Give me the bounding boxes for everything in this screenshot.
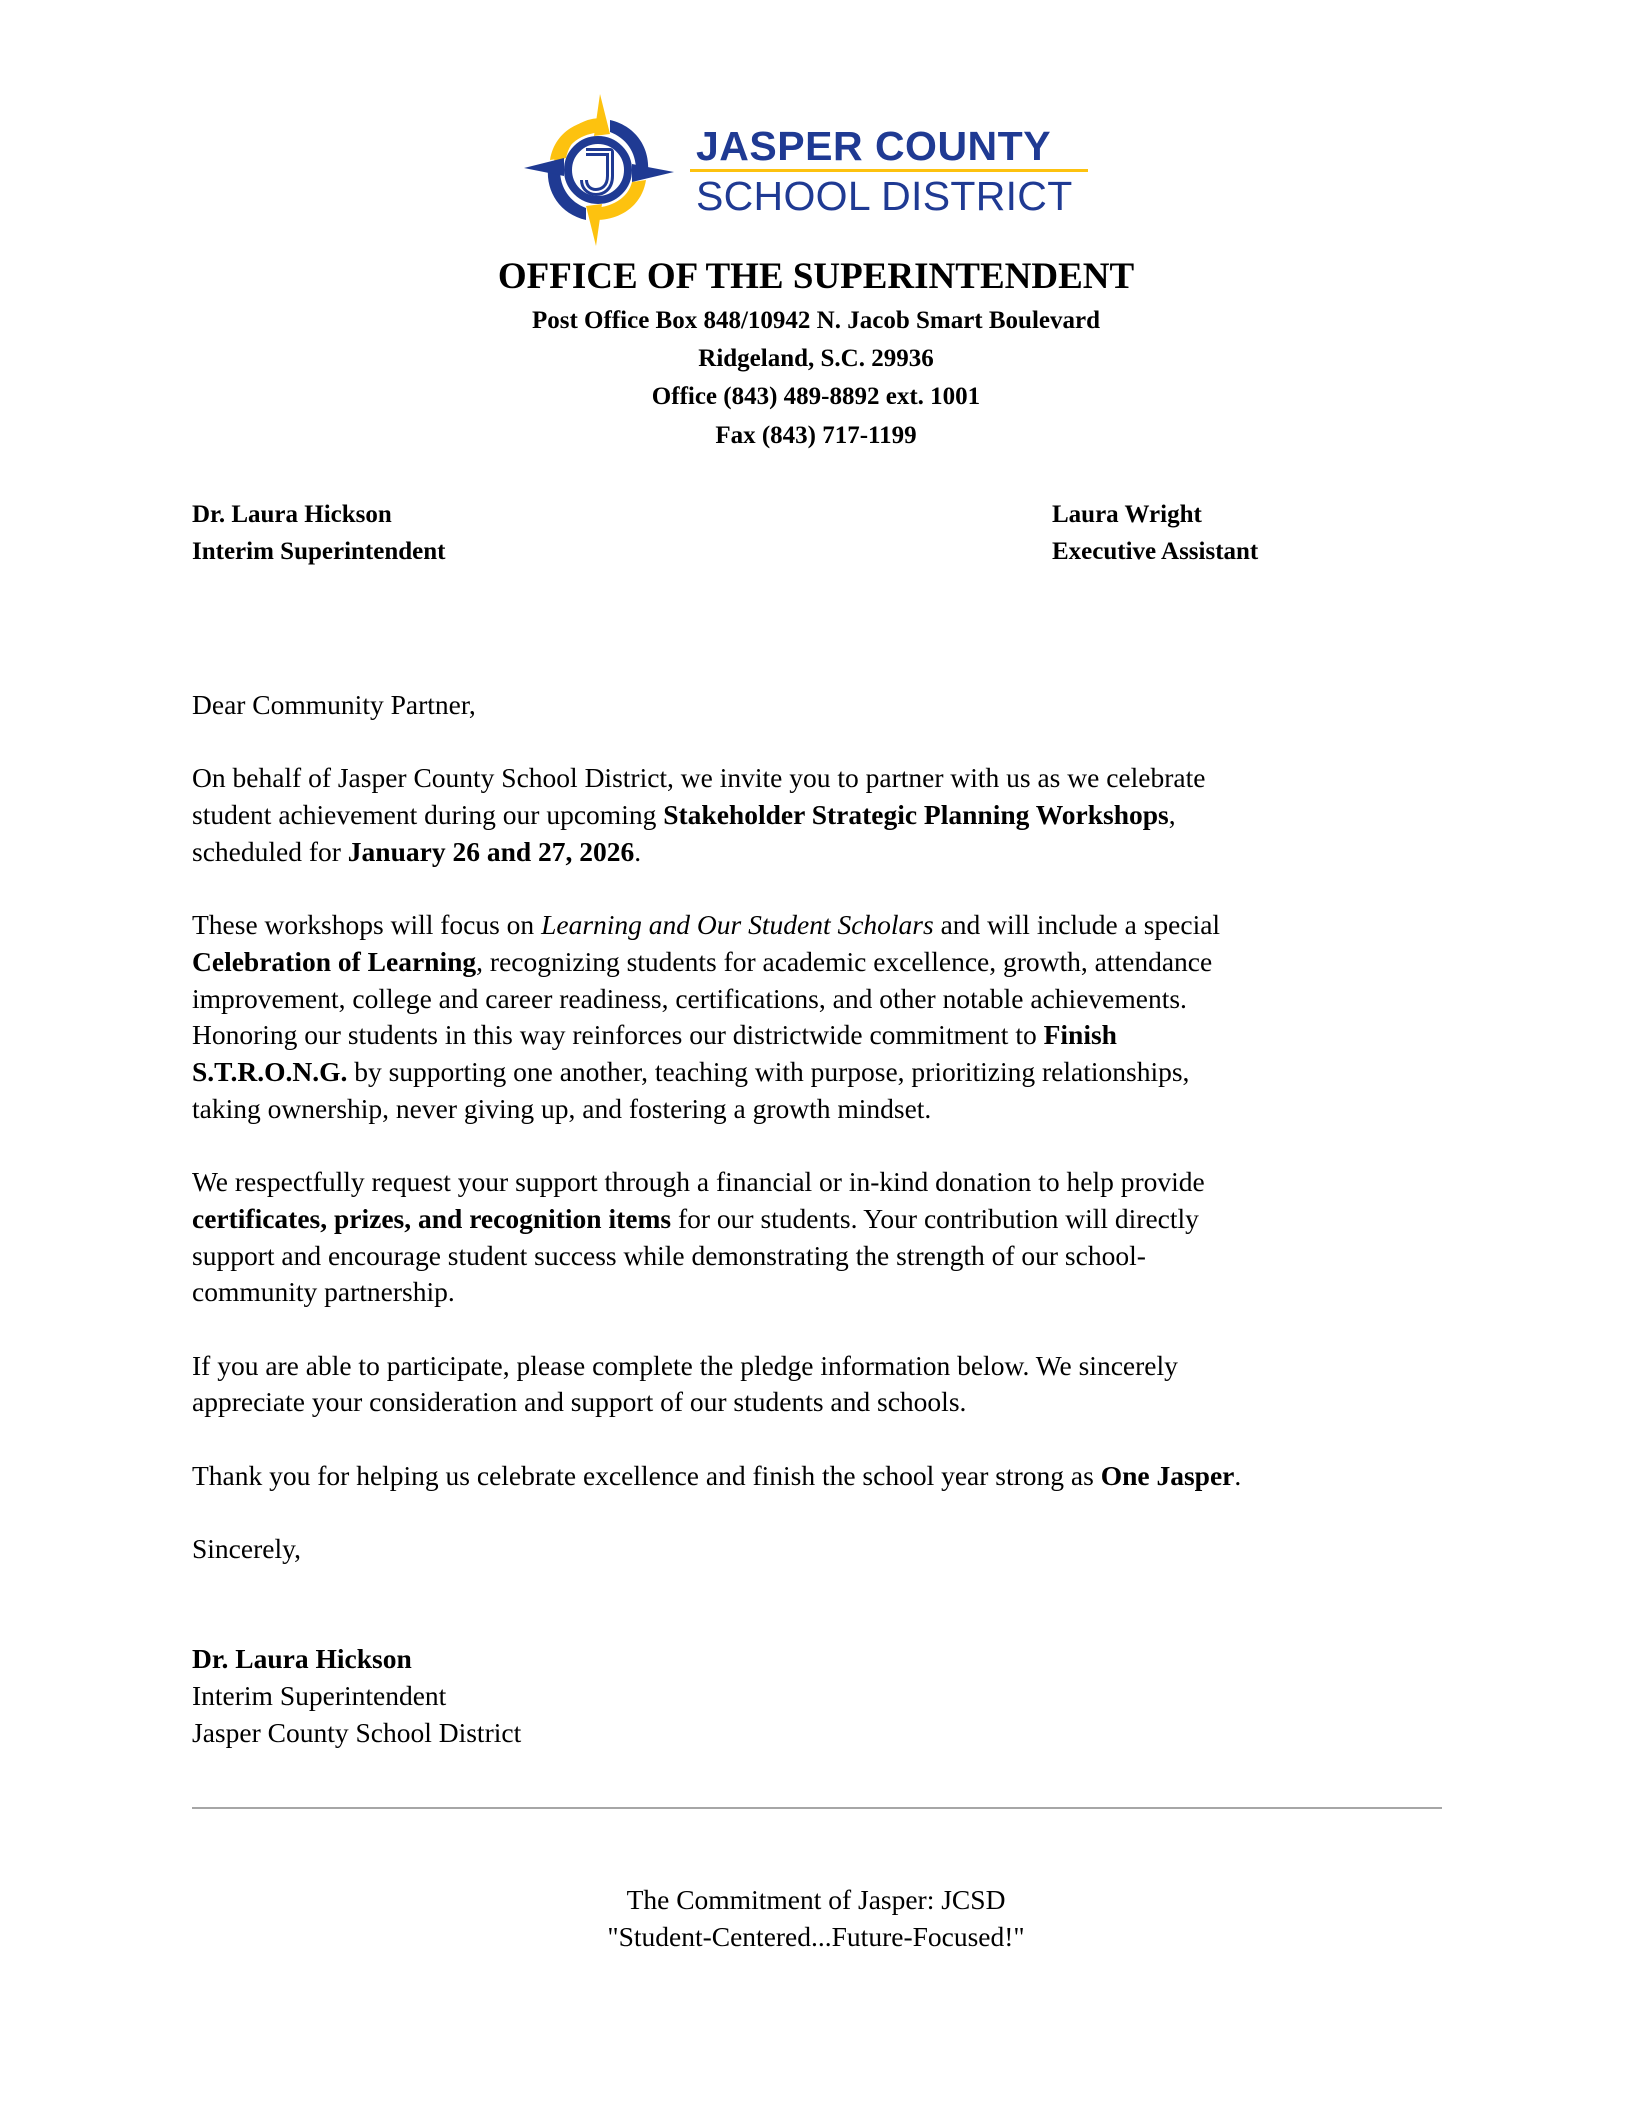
text-line: improvement, college and career readiness, certifications, and other notable achievements. <box>192 982 1187 1014</box>
logo-wordmark-line1: JASPER COUNTY <box>696 123 1052 169</box>
signature-block <box>192 1641 1452 1751</box>
text-line <box>192 834 1452 871</box>
signer-name: Dr. Laura Hickson <box>192 1643 412 1675</box>
salutation: Dear Community Partner, <box>192 689 476 720</box>
text-line <box>192 907 1452 944</box>
closing: Sincerely, <box>192 1533 301 1565</box>
text-line <box>192 944 1452 981</box>
text-line: community partnership. <box>192 1276 455 1308</box>
text-run: Honoring our students in this way reinforces our districtwide commitment to <box>192 1019 1044 1051</box>
contact-name: Laura Wright <box>1052 501 1202 528</box>
district-logo <box>518 92 1098 248</box>
workshop-name: Stakeholder Strategic Planning Workshops <box>663 799 1169 831</box>
footer-divider <box>192 1807 1442 1809</box>
text-line <box>192 1054 1452 1091</box>
text-line: support and encourage student success while demonstrating the strength of our school- <box>192 1239 1146 1271</box>
workshop-theme: Learning and Our Student Scholars <box>541 909 934 941</box>
text-line: taking ownership, never giving up, and fostering a growth mindset. <box>192 1092 932 1124</box>
text-line <box>192 1017 1452 1054</box>
paragraph-thanks <box>192 1458 1452 1495</box>
address-city: Ridgeland, S.C. 29936 <box>698 345 934 372</box>
footer-slogan: "Student-Centered...Future-Focused!" <box>607 1921 1025 1952</box>
text-line: On behalf of Jasper County School District, we invite you to partner with us as we celebrate <box>192 762 1206 794</box>
text-run: Thank you for helping us celebrate excellence and finish the school year strong as <box>192 1459 1101 1491</box>
donation-items: certificates, prizes, and recognition items <box>192 1202 672 1234</box>
text-run: . <box>1234 1459 1242 1491</box>
text-run: . <box>634 835 642 867</box>
letter-body <box>192 687 1452 1788</box>
text-run: for our students. Your contribution will directly <box>671 1202 1199 1234</box>
signer-title: Interim Superintendent <box>192 1679 447 1711</box>
text-run: scheduled for <box>192 835 348 867</box>
paragraph-pledge <box>192 1348 1452 1421</box>
footer-commitment: The Commitment of Jasper: JCSD <box>626 1884 1006 1915</box>
contact-title: Interim Superintendent <box>192 538 446 565</box>
text-run: , <box>1168 799 1176 831</box>
page-title: OFFICE OF THE SUPERINTENDENT <box>497 256 1135 297</box>
text-run: student achievement during our upcoming <box>192 799 664 831</box>
signer-organization: Jasper County School District <box>192 1716 522 1748</box>
text-run: These workshops will focus on <box>192 909 542 941</box>
contact-name: Dr. Laura Hickson <box>192 501 392 528</box>
one-jasper: One Jasper <box>1100 1459 1235 1491</box>
motto-part: Finish <box>1043 1019 1117 1051</box>
text-run: by supporting one another, teaching with purpose, prioritizing relationships, <box>347 1056 1190 1087</box>
text-line: We respectfully request your support through a financial or in-kind donation to help provide <box>192 1166 1205 1198</box>
assistant-contact <box>1052 496 1258 570</box>
text-line: appreciate your consideration and support of our students and schools. <box>192 1386 967 1418</box>
text-line <box>192 797 1452 834</box>
fax-number: Fax (843) 717-1199 <box>715 422 917 449</box>
office-phone: Office (843) 489-8892 ext. 1001 <box>651 383 981 410</box>
compass-j-icon <box>518 92 678 248</box>
paragraph-request <box>192 1164 1452 1311</box>
superintendent-contact <box>192 496 445 570</box>
contact-title: Executive Assistant <box>1052 538 1259 565</box>
celebration-name: Celebration of Learning <box>192 945 477 977</box>
text-line: If you are able to participate, please complete the pledge information below. We sincerely <box>192 1349 1178 1381</box>
paragraph-focus <box>192 907 1452 1127</box>
event-dates: January 26 and 27, 2026 <box>347 835 635 867</box>
text-run: and will include a special <box>933 909 1221 941</box>
text-run: , recognizing students for academic excellence, growth, attendance <box>476 945 1213 977</box>
logo-wordmark-line2: SCHOOL DISTRICT <box>696 173 1073 219</box>
paragraph-invitation <box>192 760 1452 870</box>
text-line <box>192 1201 1452 1238</box>
motto-part: S.T.R.O.N.G. <box>192 1056 348 1087</box>
address-street: Post Office Box 848/10942 N. Jacob Smart Boulevard <box>531 307 1100 334</box>
